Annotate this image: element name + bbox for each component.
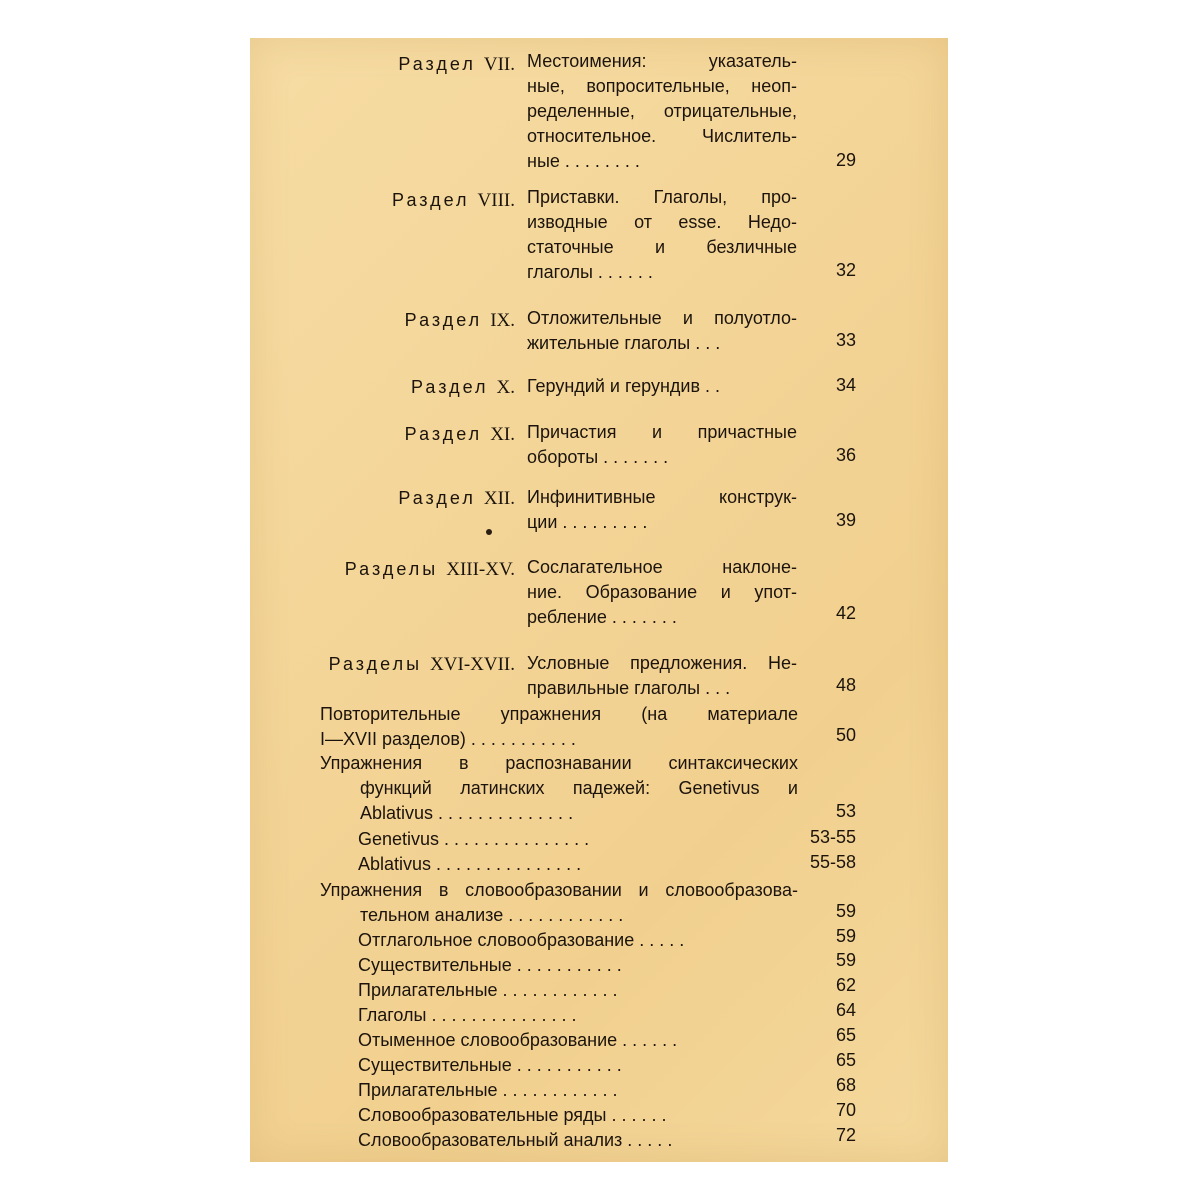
toc-entry: Упражнения в распознавании синтаксических функций латинских падежей: Genetivus и Ablativus . . . . . . . . . . . . . . (320, 753, 798, 823)
section-description: Условные предложения. Не- правильные глаголы . . . (527, 653, 797, 698)
toc-entry: Словообразовательный анализ . . . . . (358, 1130, 673, 1150)
section-label: Раздел XI. (404, 424, 515, 445)
page-number: 33 (835, 330, 856, 350)
section-description: Сослагательное наклоне- ние. Образование и упот- ребление . . . . . . . (527, 557, 797, 627)
section-description: Герундий и герундив . . (527, 376, 721, 396)
book-page (250, 38, 948, 1162)
toc-entry: Существительные . . . . . . . . . . . (358, 955, 622, 975)
page-number: 64 (835, 1000, 856, 1020)
toc-entry: Прилагательные . . . . . . . . . . . . (358, 1080, 618, 1100)
page-number: 48 (835, 675, 856, 695)
page-number: 39 (835, 510, 856, 530)
toc-entry: Ablativus . . . . . . . . . . . . . . . (358, 854, 582, 874)
toc-entry: Отыменное словообразование . . . . . . (358, 1030, 678, 1050)
toc-entry: Существительные . . . . . . . . . . . (358, 1055, 622, 1075)
page-number: 55-58 (809, 852, 856, 872)
section-label: Раздел VIII. (392, 190, 515, 211)
page-number: 42 (835, 603, 856, 623)
page-number: 65 (835, 1050, 856, 1070)
page-number: 36 (835, 445, 856, 465)
toc-entry: Глаголы . . . . . . . . . . . . . . . (358, 1005, 577, 1025)
page-number: 34 (835, 375, 856, 395)
section-label: Разделы XIII-XV. (344, 559, 515, 580)
page-number: 29 (835, 150, 856, 170)
toc-entry: Упражнения в словообразовании и словообразова- тельном анализе . . . . . . . . . . . . (320, 880, 798, 925)
section-label: Раздел XII. (398, 488, 515, 509)
toc-entry: Genetivus . . . . . . . . . . . . . . . (358, 829, 590, 849)
toc-entry: Прилагательные . . . . . . . . . . . . (358, 980, 618, 1000)
page-number: 65 (835, 1025, 856, 1045)
page-number: 72 (835, 1125, 856, 1145)
section-label: Раздел VII. (398, 54, 515, 75)
ink-dot (486, 529, 492, 535)
section-label: Раздел IX. (404, 310, 515, 331)
page-number: 68 (835, 1075, 856, 1095)
section-description: Инфинитивные конструк- ции . . . . . . . . . (527, 487, 797, 532)
section-description: Отложительные и полуотло- жительные глаголы . . . (527, 308, 797, 353)
toc-entry: Повторительные упражнения (на материале I—XVII разделов) . . . . . . . . . . . (320, 704, 798, 749)
section-label: Разделы XVI-XVII. (328, 654, 515, 675)
page-number: 59 (835, 901, 856, 921)
toc-entry: Словообразовательные ряды . . . . . . (358, 1105, 667, 1125)
page-number: 53 (835, 801, 856, 821)
page-number: 59 (835, 926, 856, 946)
page-number: 62 (835, 975, 856, 995)
page-number: 70 (835, 1100, 856, 1120)
section-description: Местоимения: указатель- ные, вопросительные, неоп- ределенные, отрицательные, относительное. Числитель- ные . . . . . . . . (527, 51, 797, 171)
section-description: Приставки. Глаголы, про- изводные от esse. Недо- статочные и безличные глаголы . . . . . . (527, 187, 797, 282)
toc-entry: Отглагольное словообразование . . . . . (358, 930, 685, 950)
page-number: 32 (835, 260, 856, 280)
section-label: Раздел X. (411, 377, 515, 398)
page-number: 59 (835, 950, 856, 970)
page-number: 53-55 (809, 827, 856, 847)
section-description: Причастия и причастные обороты . . . . . . . (527, 422, 797, 467)
page-number: 50 (835, 725, 856, 745)
